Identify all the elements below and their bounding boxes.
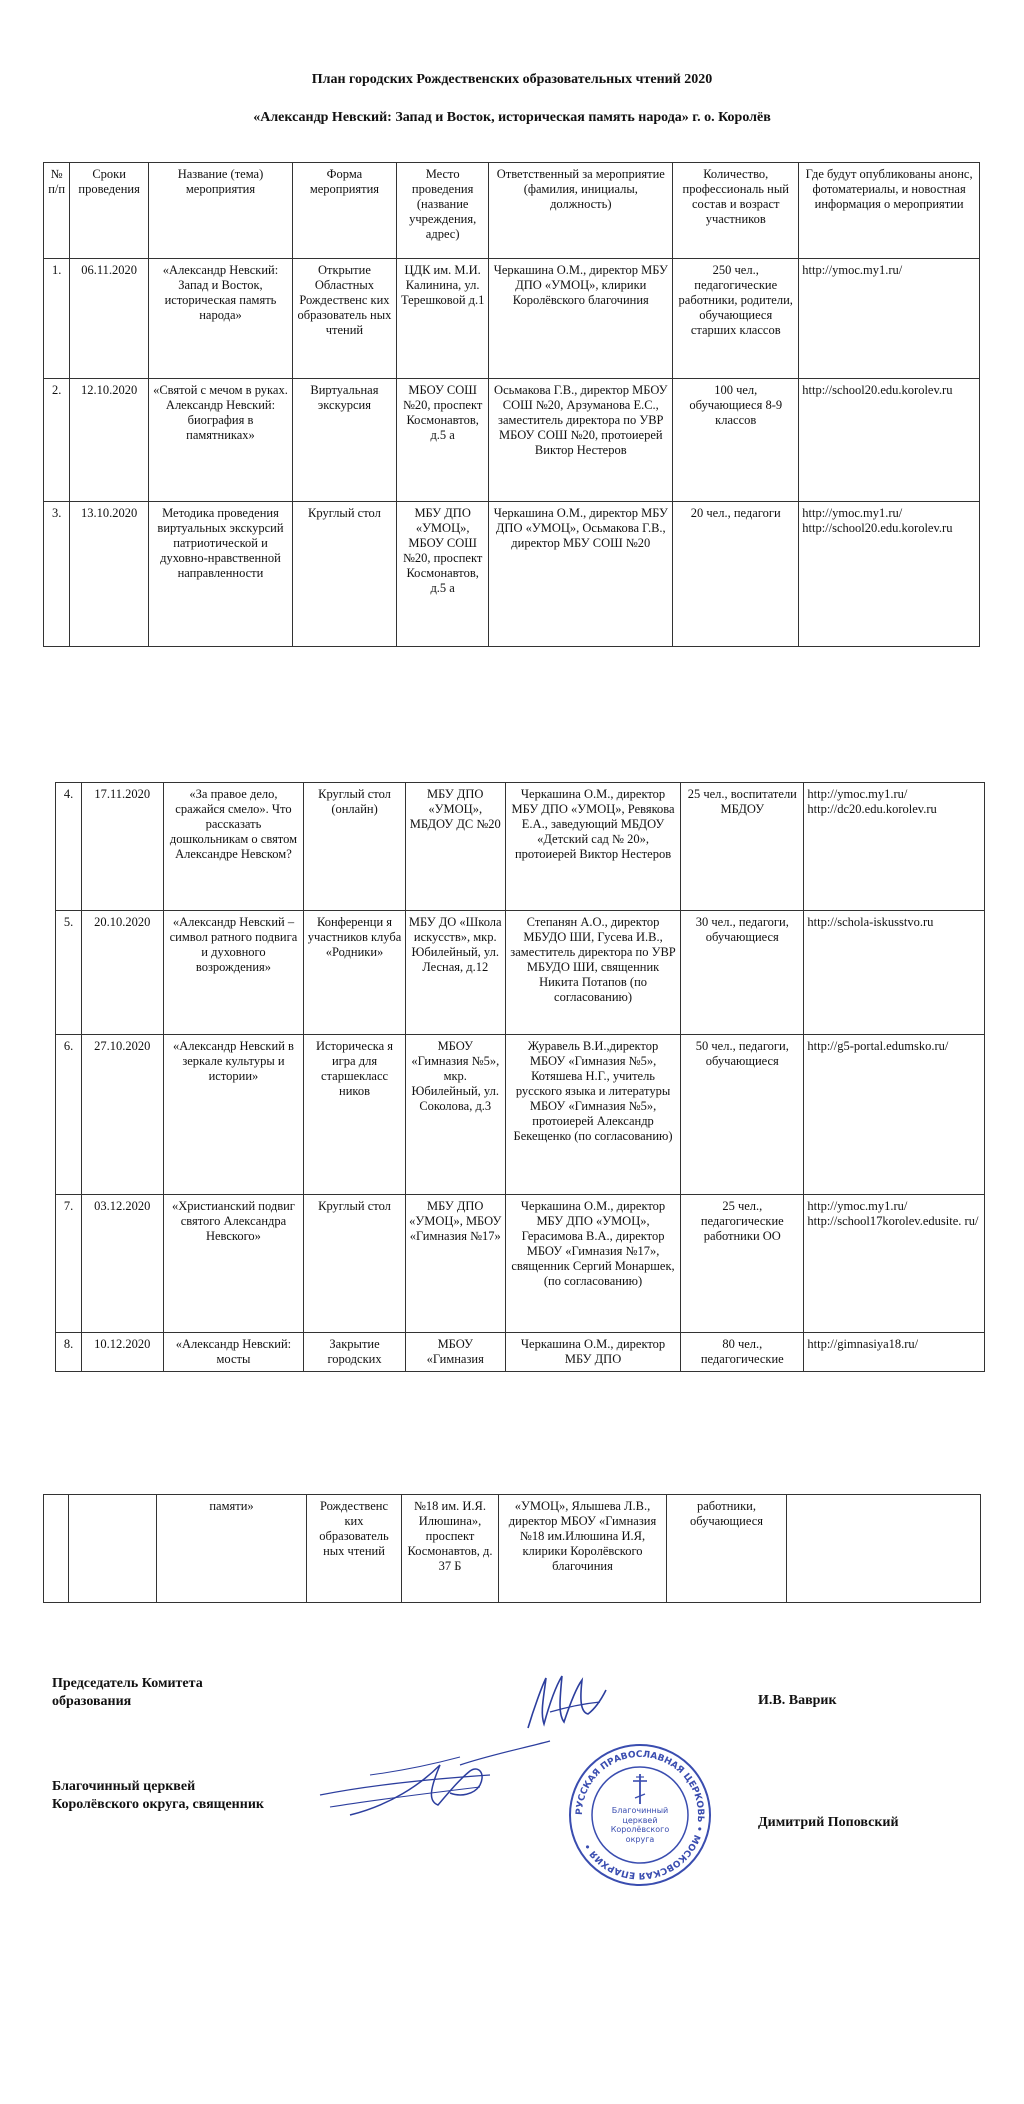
header-cell: Место проведения (название учреждения, адрес) (396, 163, 488, 259)
signatory-2-name: Димитрий Поповский (758, 1815, 899, 1830)
cell-date: 27.10.2020 (82, 1035, 163, 1195)
cell-link[interactable]: http://school20.edu.korolev.ru (799, 379, 980, 502)
cell-date: 06.11.2020 (70, 259, 149, 379)
cell-place: МБУ ДПО «УМОЦ», МБОУ СОШ №20, проспект Космонавтов, д.5 а (396, 502, 488, 647)
table-row (56, 783, 985, 911)
header-cell: Форма мероприятия (292, 163, 396, 259)
cell-form: Круглый стол (304, 1195, 405, 1333)
cell-title: «Христианский подвиг святого Александра Невского» (163, 1195, 304, 1333)
cell-place: ЦДК им. М.И. Калинина, ул. Терешковой д.1 (396, 259, 488, 379)
signatory-1-title: Председатель Комитета образования (52, 1676, 203, 1710)
cell-form: Закрытие городских (304, 1333, 405, 1372)
events-table-part-2 (55, 782, 985, 1372)
cell-place: МБУ ДО «Школа искусств», мкр. Юбилейный, ул. Лесная, д.12 (405, 911, 505, 1035)
cell-title: «За правое дело, сражайся смело». Что рассказать дошкольникам о святом Александре Невском? (163, 783, 304, 911)
cell-number: 3. (44, 502, 70, 647)
events-table-part-1 (43, 162, 980, 647)
table-row (44, 379, 980, 502)
cell-form: Историческа я игра для старшекласс ников (304, 1035, 405, 1195)
cell-title: памяти» (157, 1495, 307, 1603)
cell-place: МБОУ «Гимназия (405, 1333, 505, 1372)
header-cell: Где будут опубликованы анонс, фотоматериалы, и новостная информация о мероприятии (799, 163, 980, 259)
cell-place: МБОУ «Гимназия №5», мкр. Юбилейный, ул. Соколова, д.3 (405, 1035, 505, 1195)
cell-number: 1. (44, 259, 70, 379)
cell-number: 2. (44, 379, 70, 502)
cell-form: Конференци я участников клуба «Родники» (304, 911, 405, 1035)
signatory-1-name: И.В. Ваврик (758, 1693, 837, 1708)
cell-participants: 250 чел., педагогические работники, родители, обучающиеся старших классов (673, 259, 799, 379)
title-line-1: План городских Рождественских образовательных чтений 2020 (311, 72, 713, 87)
cell-participants: 50 чел., педагоги, обучающиеся (681, 1035, 804, 1195)
signatory-2-title: Благочинный церквей Королёвского округа, священник (52, 1779, 264, 1813)
cell-link[interactable]: http://ymoc.my1.ru/ http://school20.edu.korolev.ru (799, 502, 980, 647)
header-cell: Название (тема) мероприятия (149, 163, 293, 259)
cell-responsible: Черкашина О.М., директор МБУ ДПО (505, 1333, 680, 1372)
cell-form: Открытие Областных Рождественс ких образователь ных чтений (292, 259, 396, 379)
table-row (56, 1195, 985, 1333)
cell-link[interactable]: http://gimnasiya18.ru/ (804, 1333, 985, 1372)
cell-responsible: Журавель В.И.,директор МБОУ «Гимназия №5», Котяшева Н.Г., учитель русского языка и литературы МБОУ «Гимназия №5», протоиерей Александр Бекещенко (по согласованию) (505, 1035, 680, 1195)
events-table-part-3 (43, 1494, 981, 1603)
cell-responsible: Черкашина О.М., директор МБУ ДПО «УМОЦ», клирики Королёвского благочиния (489, 259, 673, 379)
church-seal-stamp (565, 1740, 715, 1890)
cell-number: 8. (56, 1333, 82, 1372)
cell-title: «Александр Невский – символ ратного подвига и духовного возрождения» (163, 911, 304, 1035)
cell-link[interactable]: http://ymoc.my1.ru/ http://dc20.edu.korolev.ru (804, 783, 985, 911)
cell-participants: 25 чел., педагогические работники ОО (681, 1195, 804, 1333)
cell-title: «Александр Невский: Запад и Восток, историческая память народа» (149, 259, 293, 379)
cell-place: МБУ ДПО «УМОЦ», МБДОУ ДС №20 (405, 783, 505, 911)
table-row (56, 1333, 985, 1372)
cell-link[interactable]: http://g5-portal.edumsko.ru/ (804, 1035, 985, 1195)
cell-date (69, 1495, 157, 1603)
table-row (44, 259, 980, 379)
cell-participants: 30 чел., педагоги, обучающиеся (681, 911, 804, 1035)
cell-form: Круглый стол (292, 502, 396, 647)
cell-participants: 25 чел., воспитатели МБДОУ (681, 783, 804, 911)
seal-inner-text: Благочинный церквей Королёвского округа (610, 1806, 670, 1844)
cell-place: МБУ ДПО «УМОЦ», МБОУ «Гимназия №17» (405, 1195, 505, 1333)
cell-responsible: Осьмакова Г.В., директор МБОУ СОШ №20, Арзуманова Е.С., заместитель директора по УВР МБОУ СОШ №20, протоиерей Виктор Нестеров (489, 379, 673, 502)
header-cell: Ответственный за мероприятие (фамилия, инициалы, должность) (489, 163, 673, 259)
cell-responsible: Черкашина О.М., директор МБУ ДПО «УМОЦ», Осьмакова Г.В., директор МБУ СОШ №20 (489, 502, 673, 647)
table-header-row (44, 163, 980, 259)
table-row (56, 911, 985, 1035)
header-cell: Количество, профессиональ ный состав и возраст участников (673, 163, 799, 259)
cell-responsible: Черкашина О.М., директор МБУ ДПО «УМОЦ», Ревякова Е.А., заведующий МБДОУ «Детский сад № 20», протоиерей Виктор Нестеров (505, 783, 680, 911)
cell-link[interactable]: http://schola-iskusstvo.ru (804, 911, 985, 1035)
cell-title: «Святой с мечом в руках. Александр Невский: биография в памятниках» (149, 379, 293, 502)
cell-responsible: Черкашина О.М., директор МБУ ДПО «УМОЦ», Герасимова В.А., директор МБОУ «Гимназия №17», священник Сергий Монаршек, (по согласованию) (505, 1195, 680, 1333)
table-row (44, 1495, 981, 1603)
cell-responsible: Степанян А.О., директор МБУДО ШИ, Гусева И.В., заместитель директора по УВР МБУДО ШИ, священник Никита Потапов (по согласованию) (505, 911, 680, 1035)
cell-place: №18 им. И.Я. Илюшина», проспект Космонавтов, д. 37 Б (402, 1495, 499, 1603)
cell-number: 4. (56, 783, 82, 911)
cell-title: Методика проведения виртуальных экскурсий патриотической и духовно-нравственной направленности (149, 502, 293, 647)
cell-responsible: «УМОЦ», Ялышева Л.В., директор МБОУ «Гимназия №18 им.Илюшина И.Я, клирики Королёвского благочиния (499, 1495, 667, 1603)
seal-outer-text: РУССКАЯ ПРАВОСЛАВНАЯ ЦЕРКОВЬ • МОСКОВСКАЯ ЕПАРХИЯ • (574, 1749, 706, 1881)
cell-form: Виртуальная экскурсия (292, 379, 396, 502)
cell-date: 17.11.2020 (82, 783, 163, 911)
table-row (56, 1035, 985, 1195)
cell-date: 10.12.2020 (82, 1333, 163, 1372)
cell-participants: 80 чел., педагогические (681, 1333, 804, 1372)
signature-2-handwriting (310, 1735, 560, 1825)
header-cell: № п/п (44, 163, 70, 259)
cell-participants: 20 чел., педагоги (673, 502, 799, 647)
header-cell: Сроки проведения (70, 163, 149, 259)
cell-place: МБОУ СОШ №20, проспект Космонавтов, д.5 а (396, 379, 488, 502)
cell-participants: 100 чел, обучающиеся 8-9 классов (673, 379, 799, 502)
cell-date: 12.10.2020 (70, 379, 149, 502)
cell-link[interactable]: http://ymoc.my1.ru/ http://school17korolev.edusite. ru/ (804, 1195, 985, 1333)
table-row (44, 502, 980, 647)
cell-title: «Александр Невский: мосты (163, 1333, 304, 1372)
cell-link[interactable]: http://ymoc.my1.ru/ (799, 259, 980, 379)
cell-title: «Александр Невский в зеркале культуры и истории» (163, 1035, 304, 1195)
cell-number (44, 1495, 69, 1603)
cell-number: 7. (56, 1195, 82, 1333)
cell-participants: работники, обучающиеся (667, 1495, 787, 1603)
cell-number: 6. (56, 1035, 82, 1195)
cell-number: 5. (56, 911, 82, 1035)
signature-1-handwriting (520, 1668, 610, 1738)
cell-date: 13.10.2020 (70, 502, 149, 647)
cell-form: Круглый стол (онлайн) (304, 783, 405, 911)
cell-date: 03.12.2020 (82, 1195, 163, 1333)
cell-date: 20.10.2020 (82, 911, 163, 1035)
cell-form: Рождественс ких образователь ных чтений (307, 1495, 402, 1603)
title-line-2: «Александр Невский: Запад и Восток, историческая память народа» г. о. Королёв (253, 110, 771, 125)
cell-link (787, 1495, 981, 1603)
